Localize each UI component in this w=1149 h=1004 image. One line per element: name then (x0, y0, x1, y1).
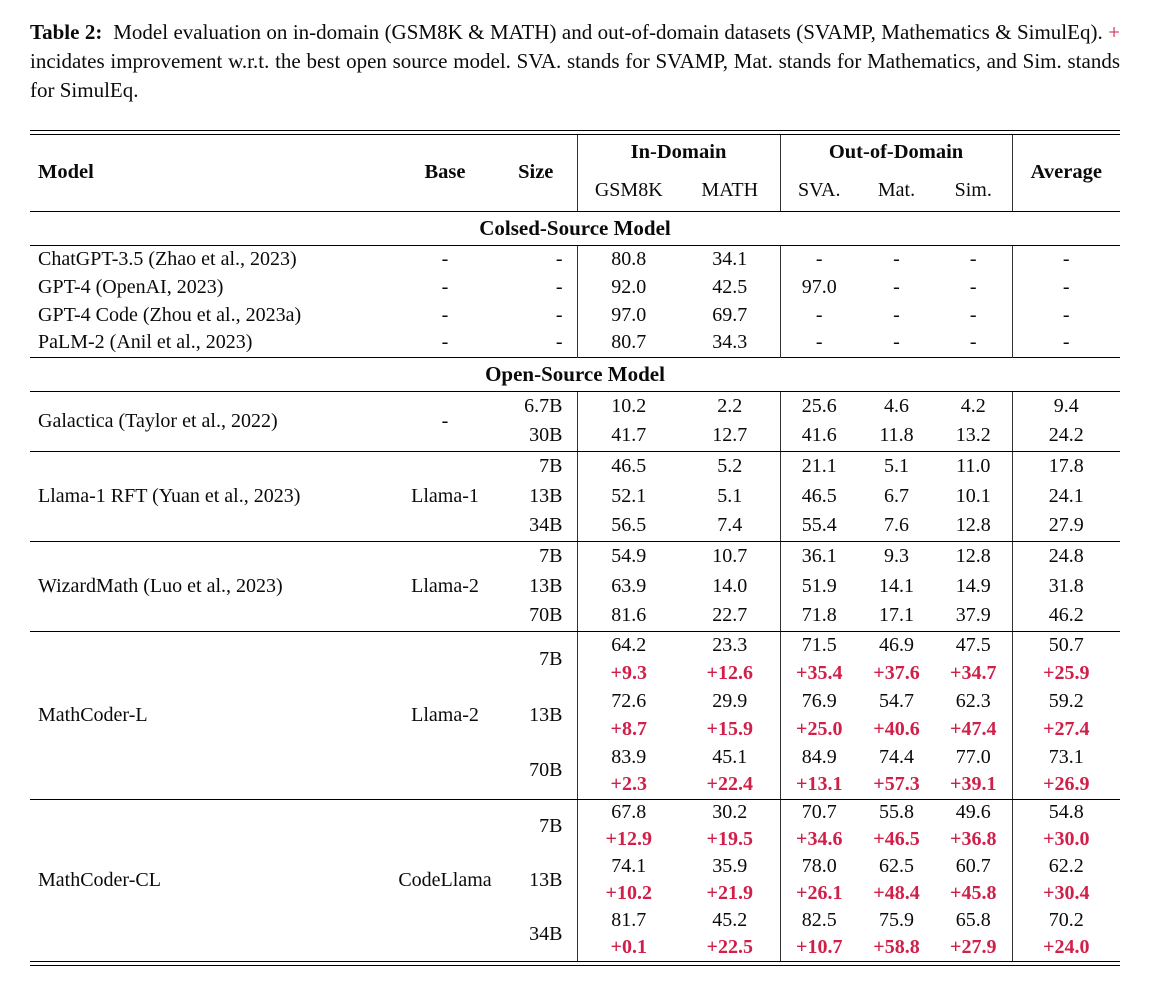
score-cell: 24.2 (1012, 421, 1120, 451)
size-cell: 7B (539, 454, 563, 477)
score-cell: 14.0 (712, 574, 748, 597)
section-title-row (30, 357, 1120, 391)
evaluation-table (30, 135, 1120, 961)
base-cell: - (441, 331, 449, 354)
table-bottom-double-rule (30, 961, 1120, 966)
data-row (30, 451, 1120, 481)
score-cell: 54.7 (879, 689, 914, 712)
score-cell: 12.7 (680, 421, 780, 451)
delta-cell: +21.9 (706, 882, 753, 904)
score-cell: 46.5 (780, 481, 858, 511)
col-header-math: MATH (680, 171, 780, 211)
score-cell: - (893, 303, 900, 326)
score-cell: 4.6 (884, 394, 909, 417)
delta-cell: +27.4 (1012, 715, 1120, 743)
score-cell: - (893, 247, 900, 270)
caption-plus-mark: + (1108, 20, 1120, 44)
col-header-simuleq: Sim. (935, 171, 1012, 211)
score-cell: - (969, 275, 977, 298)
size-cell: 6.7B (524, 394, 563, 417)
size-cell: - (555, 331, 563, 354)
score-cell: 11.8 (858, 421, 935, 451)
delta-cell: +2.3 (577, 771, 680, 799)
delta-cell: +10.2 (577, 880, 680, 907)
score-cell: 46.5 (577, 451, 680, 481)
size-cell: 7B (539, 544, 563, 567)
section-title: Colsed-Source Model (30, 211, 1120, 245)
score-cell: 31.8 (1012, 571, 1120, 601)
score-cell: 37.9 (935, 601, 1012, 631)
score-cell: 81.6 (577, 601, 680, 631)
model-name-cell: MathCoder-CL (38, 868, 161, 891)
score-cell: 71.8 (780, 601, 858, 631)
score-cell: 14.9 (955, 574, 991, 597)
score-cell: 60.7 (955, 855, 991, 877)
col-header-size: Size (495, 135, 577, 211)
score-cell: - (780, 301, 858, 329)
score-cell: 24.1 (1012, 481, 1120, 511)
score-cell: 55.4 (780, 511, 858, 541)
score-cell: 10.7 (712, 544, 748, 567)
delta-cell: +30.0 (1012, 826, 1120, 853)
delta-cell: +25.0 (780, 715, 858, 743)
score-cell: 17.1 (858, 601, 935, 631)
table-caption (30, 18, 1120, 105)
score-cell: 77.0 (955, 745, 991, 768)
score-cell: 49.6 (955, 801, 991, 824)
score-cell: 69.7 (712, 303, 748, 326)
score-cell: 10.2 (577, 391, 680, 421)
base-cell: Llama-2 (395, 631, 495, 799)
score-cell: 12.8 (935, 511, 1012, 541)
model-name-cell: PaLM-2 (Anil et al., 2023) (38, 331, 253, 354)
score-cell: - (1012, 245, 1120, 273)
score-cell: 17.8 (1012, 451, 1120, 481)
score-cell: 82.5 (780, 907, 858, 934)
size-cell: 34B (495, 511, 577, 541)
score-cell: 54.8 (1012, 799, 1120, 826)
score-cell: - (1012, 273, 1120, 301)
score-cell: 25.6 (780, 391, 858, 421)
score-cell: 4.2 (960, 394, 986, 417)
score-cell: 80.7 (577, 329, 680, 357)
model-name-cell: GPT-4 Code (Zhou et al., 2023a) (38, 303, 302, 326)
base-cell: Llama-1 (395, 451, 495, 541)
delta-cell: +47.4 (950, 717, 997, 740)
score-cell: - (1012, 329, 1120, 357)
score-cell: 74.1 (577, 853, 680, 880)
score-cell: 67.8 (577, 799, 680, 826)
delta-cell: +37.6 (873, 661, 920, 684)
delta-cell: +19.5 (706, 828, 753, 850)
col-header-gsm8k: GSM8K (577, 171, 680, 211)
score-cell: 34.1 (712, 247, 748, 270)
section-title: Open-Source Model (30, 357, 1120, 391)
delta-cell: +10.7 (780, 934, 858, 961)
score-cell: 24.8 (1012, 541, 1120, 571)
score-cell: 6.7 (884, 484, 909, 507)
delta-cell: +0.1 (577, 934, 680, 961)
score-cell: 21.1 (780, 451, 858, 481)
score-cell: 71.5 (780, 631, 858, 659)
delta-cell: +25.9 (1012, 659, 1120, 687)
data-row (30, 631, 1120, 659)
score-cell: 92.0 (577, 273, 680, 301)
score-cell: 7.4 (680, 511, 780, 541)
delta-cell: +36.8 (950, 828, 997, 850)
data-row (30, 273, 1120, 301)
data-row (30, 329, 1120, 357)
base-cell: - (395, 391, 495, 451)
delta-cell: +58.8 (873, 936, 920, 958)
delta-cell: +46.5 (873, 828, 920, 850)
score-cell: 54.9 (577, 541, 680, 571)
size-cell: - (555, 303, 563, 326)
score-cell: - (969, 331, 977, 354)
table-caption-label: Table 2: (30, 20, 103, 44)
score-cell: 52.1 (577, 481, 680, 511)
score-cell: 12.8 (955, 544, 991, 567)
data-row (30, 245, 1120, 273)
score-cell: - (780, 245, 858, 273)
size-cell: 7B (539, 814, 563, 837)
score-cell: 5.2 (717, 454, 743, 477)
base-cell: - (441, 247, 449, 270)
delta-cell: +12.6 (706, 661, 753, 684)
score-cell: 55.8 (879, 801, 914, 824)
score-cell: 65.8 (955, 909, 991, 931)
delta-cell: +34.7 (950, 661, 997, 684)
score-cell: 14.1 (879, 574, 914, 597)
col-header-svamp: SVA. (780, 171, 858, 211)
score-cell: 78.0 (780, 853, 858, 880)
model-name-cell: Llama-1 RFT (Yuan et al., 2023) (30, 451, 395, 541)
base-cell: - (441, 275, 449, 298)
score-cell: 51.9 (780, 571, 858, 601)
delta-cell: +34.6 (780, 826, 858, 853)
score-cell: 72.6 (577, 687, 680, 715)
size-cell: 34B (529, 922, 563, 945)
score-cell: 5.1 (884, 454, 909, 477)
score-cell: 59.2 (1012, 687, 1120, 715)
caption-text-1: Model evaluation on in-domain (GSM8K & MATH) and out-of-domain datasets (SVAMP, Mathematics & SimulEq). (113, 20, 1103, 44)
score-cell: 46.9 (879, 633, 914, 656)
size-cell: 7B (539, 647, 563, 670)
score-cell: 81.7 (577, 907, 680, 934)
delta-cell: +22.5 (706, 936, 753, 958)
score-cell: 84.9 (780, 743, 858, 771)
delta-cell: +12.9 (577, 826, 680, 853)
score-cell: 47.5 (955, 633, 991, 656)
score-cell: 62.5 (879, 855, 914, 877)
data-row (30, 391, 1120, 421)
size-cell: - (555, 275, 563, 298)
delta-cell: +26.1 (780, 880, 858, 907)
score-cell: 36.1 (780, 541, 858, 571)
size-cell: 70B (495, 601, 577, 631)
score-cell: 56.5 (577, 511, 680, 541)
delta-cell: +45.8 (950, 882, 997, 904)
col-group-out-of-domain: Out-of-Domain (780, 135, 1012, 171)
col-header-model: Model (30, 135, 395, 211)
delta-cell: +22.4 (680, 771, 780, 799)
score-cell: 2.2 (717, 394, 743, 417)
model-name-cell: WizardMath (Luo et al., 2023) (30, 541, 395, 631)
delta-cell: +30.4 (1012, 880, 1120, 907)
score-cell: 62.3 (955, 689, 991, 712)
score-cell: - (893, 275, 900, 298)
score-cell: - (1012, 301, 1120, 329)
header-row-groups (30, 135, 1120, 171)
score-cell: 13.2 (935, 421, 1012, 451)
delta-cell: +39.1 (935, 771, 1012, 799)
score-cell: 7.6 (858, 511, 935, 541)
score-cell: - (969, 303, 977, 326)
delta-cell: +35.4 (780, 659, 858, 687)
delta-cell: +40.6 (873, 717, 920, 740)
delta-cell: +15.9 (706, 717, 753, 740)
score-cell: 45.2 (712, 909, 748, 931)
score-cell: 64.2 (577, 631, 680, 659)
delta-cell: +48.4 (873, 882, 920, 904)
score-cell: 80.8 (577, 245, 680, 273)
score-cell: - (893, 331, 900, 354)
delta-cell: +8.7 (577, 715, 680, 743)
score-cell: 9.3 (884, 544, 909, 567)
col-group-in-domain: In-Domain (577, 135, 780, 171)
score-cell: 41.6 (780, 421, 858, 451)
delta-cell: +13.1 (780, 771, 858, 799)
base-cell: - (441, 303, 449, 326)
score-cell: 41.7 (577, 421, 680, 451)
score-cell: 27.9 (1012, 511, 1120, 541)
score-cell: 10.1 (955, 484, 991, 507)
model-name-cell: MathCoder-L (30, 631, 395, 799)
data-row (30, 301, 1120, 329)
size-cell: 13B (529, 574, 563, 597)
col-header-mathematics: Mat. (858, 171, 935, 211)
size-cell: 30B (495, 421, 577, 451)
score-cell: 35.9 (712, 855, 748, 877)
score-cell: - (780, 329, 858, 357)
caption-text-2: incidates improvement w.r.t. the best open source model. SVA. stands for SVAMP, Mat. stands for Mathematics, and Sim. stands for SimulEq. (30, 49, 1120, 102)
score-cell: 97.0 (780, 273, 858, 301)
size-cell: 70B (495, 743, 577, 799)
section-title-row (30, 211, 1120, 245)
score-cell: 11.0 (956, 454, 991, 477)
score-cell: 76.9 (780, 687, 858, 715)
delta-cell: +26.9 (1012, 771, 1120, 799)
model-name-cell: ChatGPT-3.5 (Zhao et al., 2023) (38, 247, 297, 270)
score-cell: 75.9 (879, 909, 914, 931)
delta-cell: +9.3 (577, 659, 680, 687)
size-cell: 13B (529, 484, 563, 507)
score-cell: 5.1 (717, 484, 743, 507)
size-cell: 13B (529, 703, 563, 726)
score-cell: 50.7 (1012, 631, 1120, 659)
score-cell: 45.1 (712, 745, 748, 768)
score-cell: 62.2 (1012, 853, 1120, 880)
score-cell: 74.4 (879, 745, 914, 768)
base-cell: Llama-2 (395, 541, 495, 631)
score-cell: 30.2 (712, 801, 748, 824)
score-cell: 46.2 (1012, 601, 1120, 631)
score-cell: 70.2 (1012, 907, 1120, 934)
delta-cell: +24.0 (1012, 934, 1120, 961)
data-row (30, 541, 1120, 571)
data-row (30, 799, 1120, 826)
score-cell: 9.4 (1012, 391, 1120, 421)
score-cell: 63.9 (577, 571, 680, 601)
score-cell: 34.3 (712, 331, 748, 354)
score-cell: 22.7 (680, 601, 780, 631)
score-cell: - (969, 247, 977, 270)
size-cell: 13B (529, 868, 563, 891)
score-cell: 83.9 (577, 743, 680, 771)
score-cell: 97.0 (577, 301, 680, 329)
score-cell: 42.5 (712, 275, 748, 298)
model-name-cell: Galactica (Taylor et al., 2022) (30, 391, 395, 451)
delta-cell: +57.3 (858, 771, 935, 799)
score-cell: 29.9 (712, 689, 748, 712)
score-cell: 73.1 (1012, 743, 1120, 771)
delta-cell: +27.9 (950, 936, 997, 958)
col-header-base: Base (395, 135, 495, 211)
col-header-average: Average (1012, 135, 1120, 211)
score-cell: 23.3 (712, 633, 748, 656)
base-cell: CodeLlama (398, 868, 492, 891)
size-cell: - (555, 247, 563, 270)
score-cell: 70.7 (780, 799, 858, 826)
model-name-cell: GPT-4 (OpenAI, 2023) (38, 275, 224, 298)
